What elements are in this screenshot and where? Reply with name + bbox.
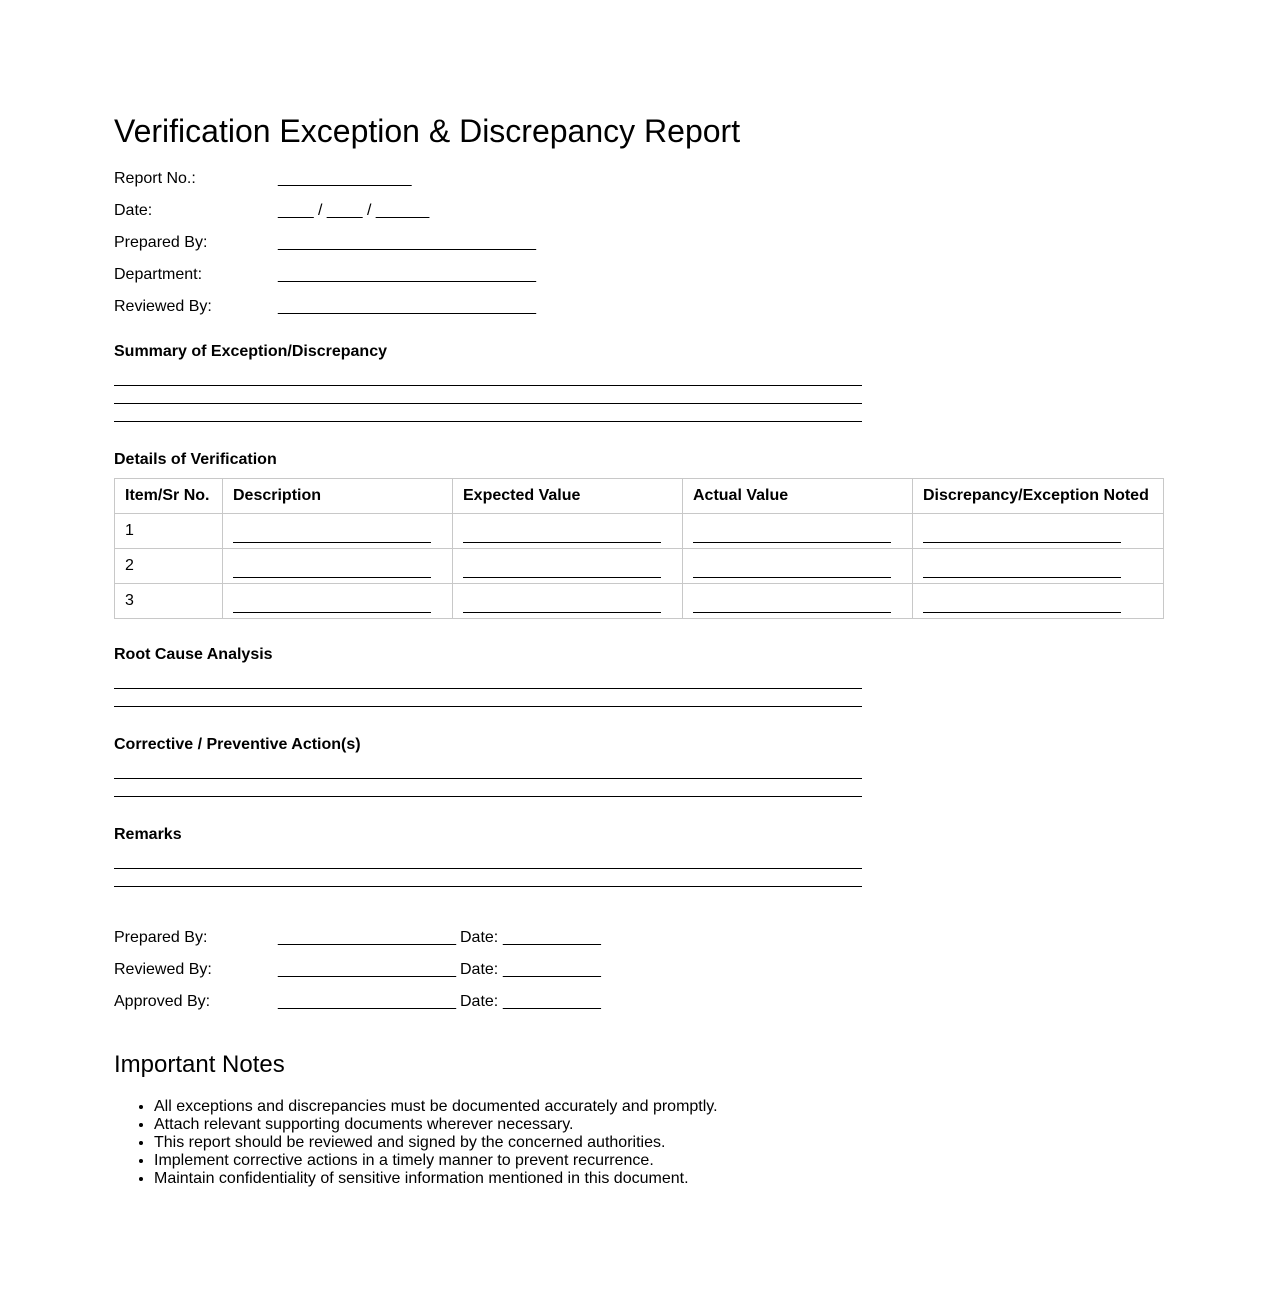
corrective-action-line[interactable] — [114, 778, 862, 779]
row-number: 3 — [115, 584, 223, 619]
blank-line[interactable] — [923, 555, 1121, 578]
discrepancy-cell[interactable] — [913, 584, 1164, 619]
signoff-reviewed-line[interactable]: ____________________ — [278, 961, 456, 978]
reviewed-by-blank[interactable]: _____________________________ — [278, 298, 537, 315]
column-header-discrepancy: Discrepancy/Exception Noted — [913, 479, 1164, 514]
signoff-prepared-line[interactable]: ____________________ — [278, 929, 456, 946]
blank-line[interactable] — [463, 555, 661, 578]
corrective-action-heading: Corrective / Preventive Action(s) — [114, 736, 361, 753]
reviewed-by-label: Reviewed By: — [114, 298, 212, 315]
column-header-expected-value: Expected Value — [453, 479, 683, 514]
actual-value-cell[interactable] — [683, 584, 913, 619]
important-notes-heading: Important Notes — [114, 1051, 285, 1078]
blank-line[interactable] — [463, 520, 661, 543]
discrepancy-cell[interactable] — [913, 514, 1164, 549]
list-item: • Implement corrective actions in a timely manner to prevent recurrence. — [154, 1152, 718, 1170]
corrective-action-line[interactable] — [114, 796, 862, 797]
column-header-item: Item/Sr No. — [115, 479, 223, 514]
actual-value-cell[interactable] — [683, 514, 913, 549]
remarks-line[interactable] — [114, 868, 862, 869]
report-no-label: Report No.: — [114, 170, 196, 187]
expected-value-cell[interactable] — [453, 549, 683, 584]
signoff-approved-date-line[interactable]: ___________ — [503, 993, 601, 1010]
expected-value-cell[interactable] — [453, 514, 683, 549]
blank-line[interactable] — [233, 555, 431, 578]
summary-line[interactable] — [114, 403, 862, 404]
column-header-description: Description — [223, 479, 453, 514]
signoff-approved-date-label: Date: — [460, 993, 499, 1010]
page-title: Verification Exception & Discrepancy Report — [114, 113, 741, 149]
description-cell[interactable] — [223, 549, 453, 584]
details-table — [114, 478, 1164, 619]
summary-line[interactable] — [114, 421, 862, 422]
signoff-prepared-date-line[interactable]: ___________ — [503, 929, 601, 946]
summary-line[interactable] — [114, 385, 862, 386]
table-row — [115, 549, 1164, 584]
report-no-blank[interactable]: _______________ — [278, 170, 412, 187]
signoff-reviewed-date-label: Date: — [460, 961, 499, 978]
blank-line[interactable] — [923, 520, 1121, 543]
date-label: Date: — [114, 202, 153, 219]
remarks-heading: Remarks — [114, 826, 182, 843]
table-header-row — [115, 479, 1164, 514]
date-blank[interactable]: ____ / ____ / ______ — [278, 202, 430, 219]
prepared-by-label: Prepared By: — [114, 234, 208, 251]
blank-line[interactable] — [693, 590, 891, 613]
root-cause-line[interactable] — [114, 706, 862, 707]
remarks-line[interactable] — [114, 886, 862, 887]
prepared-by-blank[interactable]: _____________________________ — [278, 234, 537, 251]
important-notes-list — [114, 1098, 718, 1188]
root-cause-heading: Root Cause Analysis — [114, 646, 273, 663]
signoff-prepared-date-label: Date: — [460, 929, 499, 946]
discrepancy-cell[interactable] — [913, 549, 1164, 584]
blank-line[interactable] — [923, 590, 1121, 613]
description-cell[interactable] — [223, 584, 453, 619]
table-row — [115, 584, 1164, 619]
blank-line[interactable] — [693, 520, 891, 543]
expected-value-cell[interactable] — [453, 584, 683, 619]
actual-value-cell[interactable] — [683, 549, 913, 584]
blank-line[interactable] — [233, 590, 431, 613]
list-item: • Maintain confidentiality of sensitive information mentioned in this document. — [154, 1170, 718, 1188]
blank-line[interactable] — [463, 590, 661, 613]
department-label: Department: — [114, 266, 203, 283]
row-number: 2 — [115, 549, 223, 584]
summary-heading: Summary of Exception/Discrepancy — [114, 343, 387, 360]
signoff-approved-label: Approved By: — [114, 993, 211, 1010]
signoff-prepared-label: Prepared By: — [114, 929, 208, 946]
signoff-approved-line[interactable]: ____________________ — [278, 993, 456, 1010]
department-blank[interactable]: _____________________________ — [278, 266, 537, 283]
list-item: • This report should be reviewed and signed by the concerned authorities. — [154, 1134, 718, 1152]
row-number: 1 — [115, 514, 223, 549]
table-row — [115, 514, 1164, 549]
root-cause-line[interactable] — [114, 688, 862, 689]
details-heading: Details of Verification — [114, 451, 277, 468]
column-header-actual-value: Actual Value — [683, 479, 913, 514]
blank-line[interactable] — [233, 520, 431, 543]
signoff-reviewed-label: Reviewed By: — [114, 961, 212, 978]
list-item: • All exceptions and discrepancies must be documented accurately and promptly. — [154, 1098, 718, 1116]
blank-line[interactable] — [693, 555, 891, 578]
description-cell[interactable] — [223, 514, 453, 549]
list-item: • Attach relevant supporting documents wherever necessary. — [154, 1116, 718, 1134]
signoff-reviewed-date-line[interactable]: ___________ — [503, 961, 601, 978]
